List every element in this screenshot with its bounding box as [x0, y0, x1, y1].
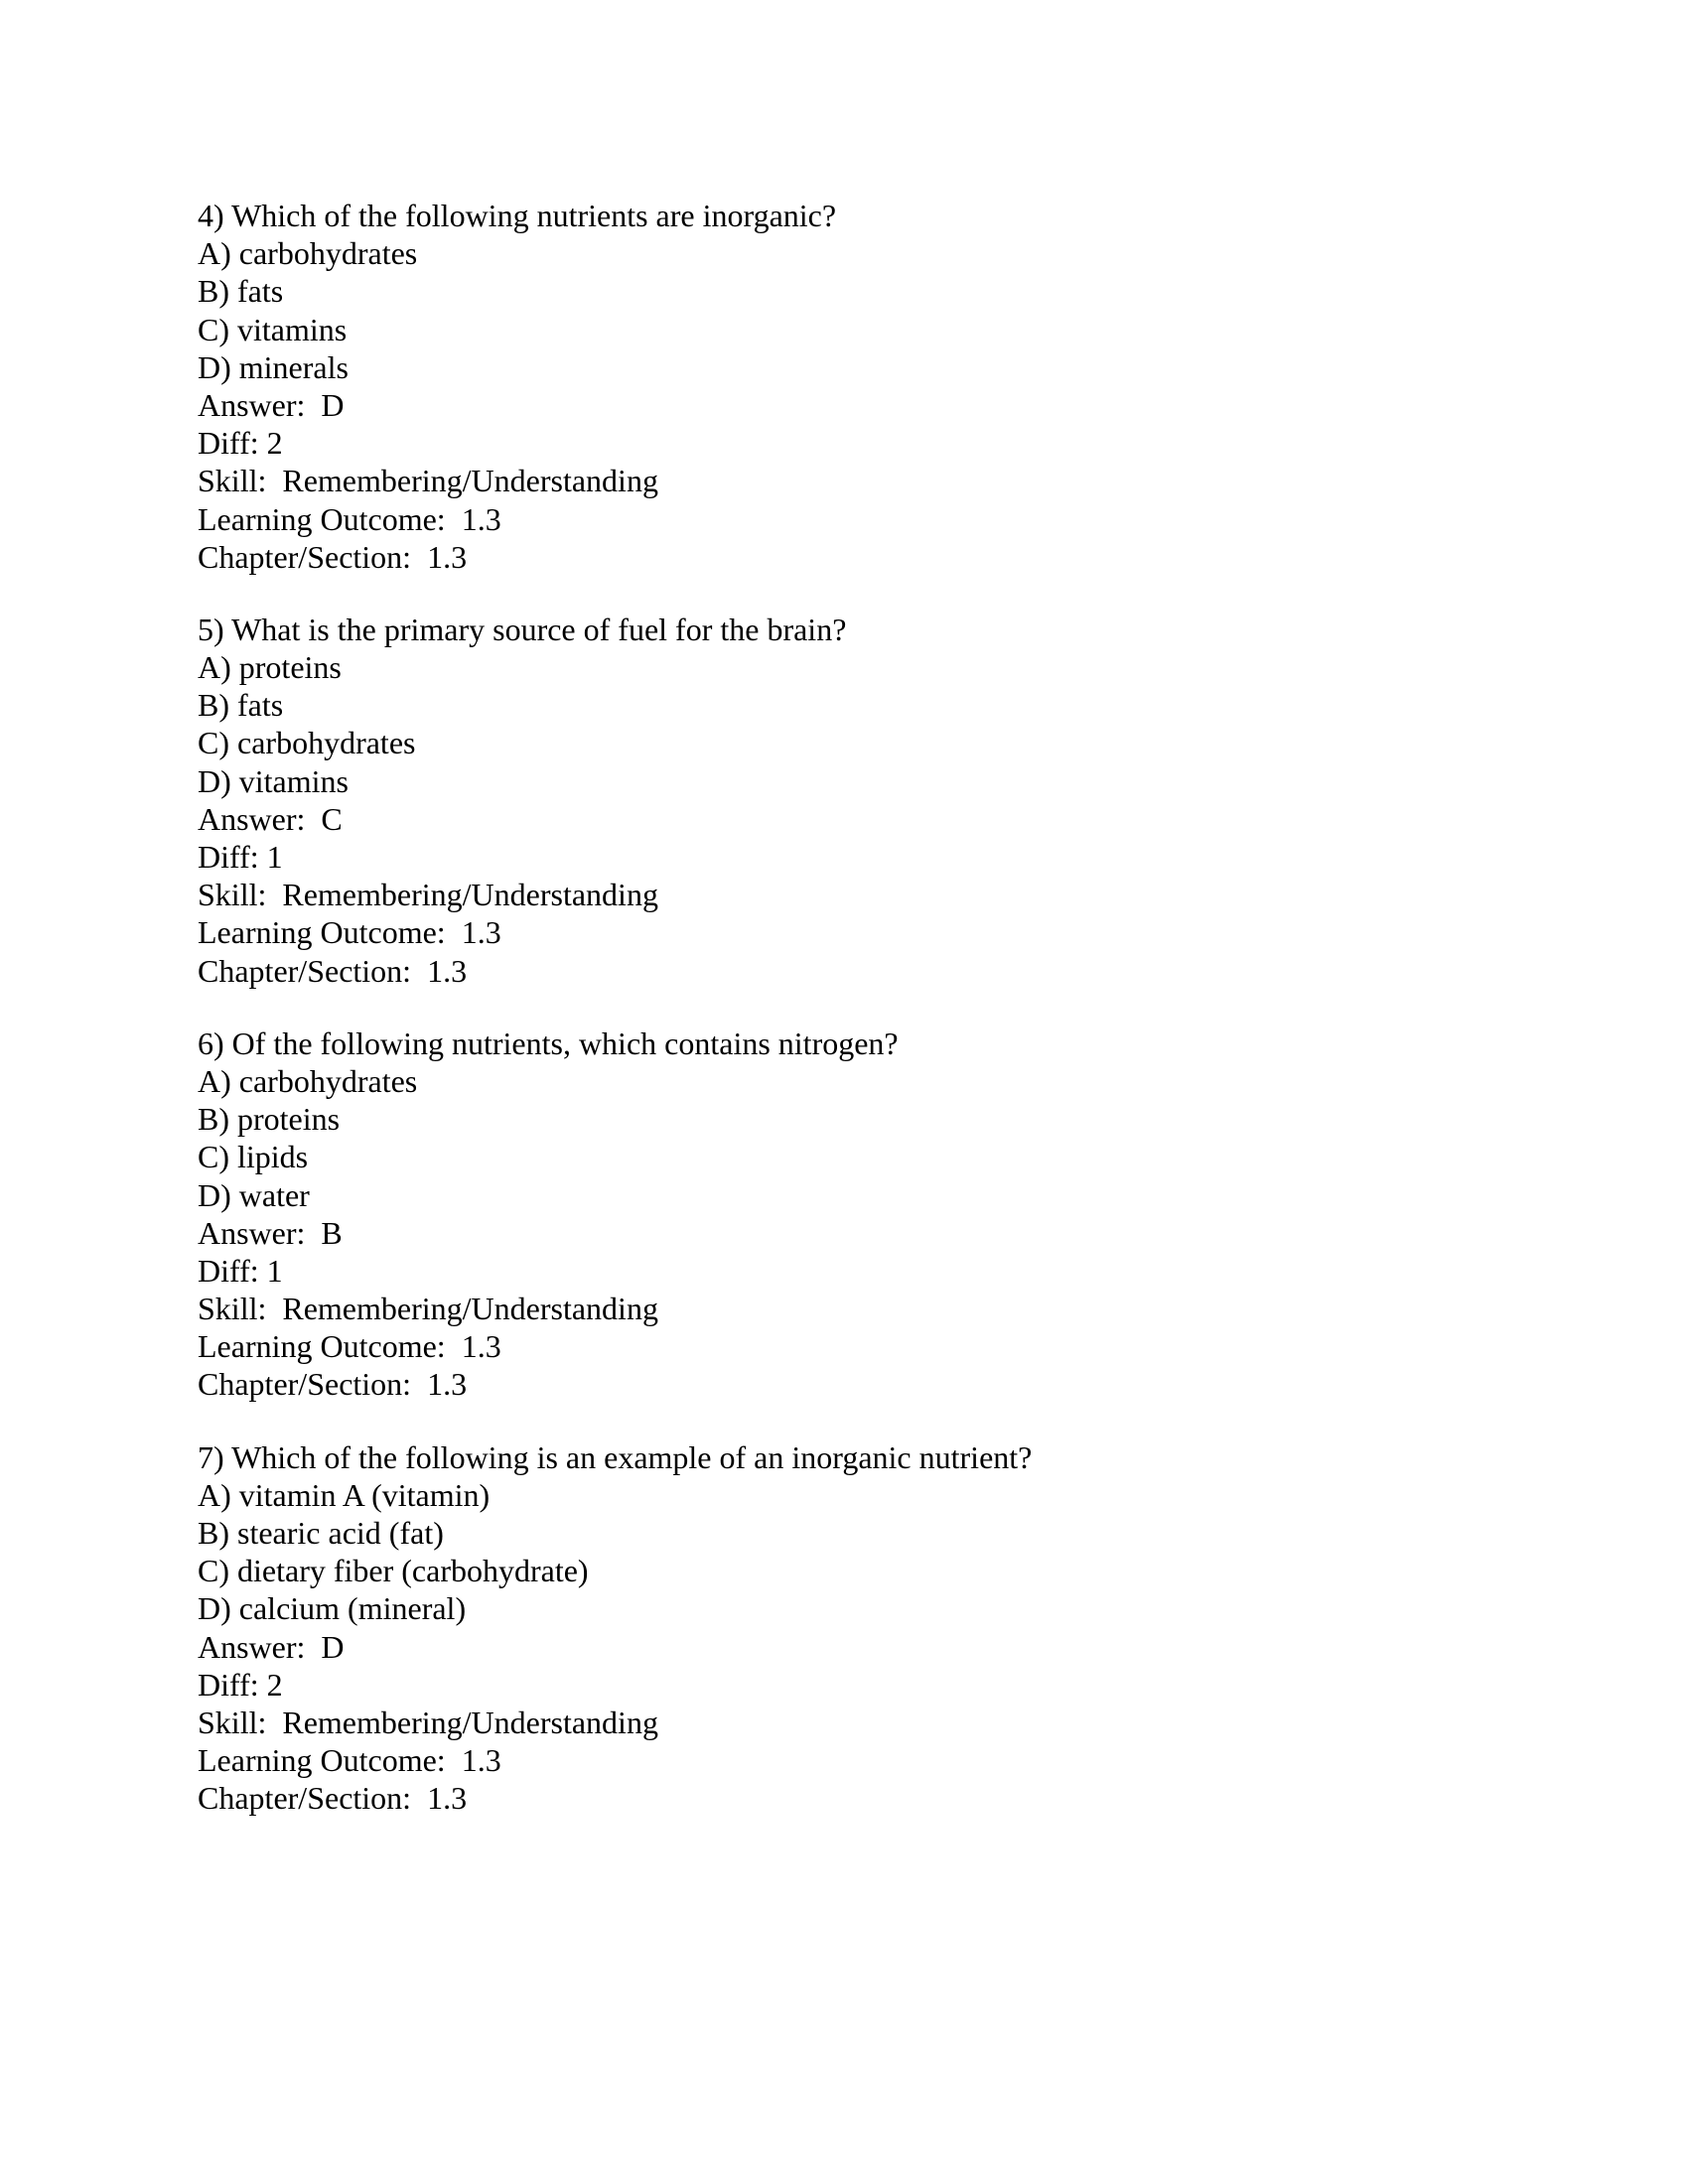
answer-key: Answer: C	[198, 800, 343, 837]
learning-outcome: Learning Outcome: 1.3	[198, 914, 501, 951]
answer-option: A) proteins	[198, 649, 342, 686]
difficulty: Diff: 2	[198, 1666, 283, 1703]
answer-key: Answer: D	[198, 1628, 345, 1665]
answer-option: B) fats	[198, 273, 284, 310]
answer-option: D) calcium (mineral)	[198, 1590, 467, 1627]
learning-outcome: Learning Outcome: 1.3	[198, 1328, 501, 1365]
question-stem: 4) Which of the following nutrients are inorganic?	[198, 198, 837, 233]
chapter-section: Chapter/Section: 1.3	[198, 1366, 468, 1403]
answer-option: A) carbohydrates	[198, 1062, 418, 1099]
chapter-section: Chapter/Section: 1.3	[198, 1780, 468, 1817]
difficulty: Diff: 1	[198, 1252, 283, 1289]
answer-option: B) fats	[198, 687, 284, 724]
learning-outcome: Learning Outcome: 1.3	[198, 1742, 501, 1779]
answer-option: D) minerals	[198, 348, 349, 385]
difficulty: Diff: 1	[198, 839, 283, 875]
question-list	[198, 197, 1488, 1852]
answer-option: C) carbohydrates	[198, 725, 416, 761]
answer-option: A) carbohydrates	[198, 235, 418, 272]
answer-option: B) proteins	[198, 1101, 341, 1138]
answer-key: Answer: D	[198, 386, 345, 423]
question-block	[198, 1438, 1488, 1818]
learning-outcome: Learning Outcome: 1.3	[198, 500, 501, 537]
chapter-section: Chapter/Section: 1.3	[198, 538, 468, 575]
answer-option: C) dietary fiber (carbohydrate)	[198, 1553, 589, 1589]
answer-option: C) vitamins	[198, 311, 348, 347]
question-stem: 6) Of the following nutrients, which contains nitrogen?	[198, 1024, 899, 1061]
question-stem: 7) Which of the following is an example of an inorganic nutrient?	[198, 1438, 1033, 1475]
question-block	[198, 1024, 1488, 1404]
difficulty: Diff: 2	[198, 425, 283, 462]
answer-option: B) stearic acid (fat)	[198, 1515, 444, 1551]
question-block	[198, 197, 1488, 576]
answer-option: D) water	[198, 1176, 310, 1213]
chapter-section: Chapter/Section: 1.3	[198, 952, 468, 989]
answer-option: A) vitamin A (vitamin)	[198, 1476, 491, 1513]
question-block	[198, 611, 1488, 990]
answer-option: D) vitamins	[198, 762, 349, 799]
answer-option: C) lipids	[198, 1139, 309, 1175]
skill: Skill: Remembering/Understanding	[198, 1704, 658, 1740]
answer-key: Answer: B	[198, 1214, 343, 1251]
skill: Skill: Remembering/Understanding	[198, 877, 658, 913]
question-stem: 5) What is the primary source of fuel for the brain?	[198, 611, 847, 647]
skill: Skill: Remembering/Understanding	[198, 1291, 658, 1327]
skill: Skill: Remembering/Understanding	[198, 463, 658, 499]
